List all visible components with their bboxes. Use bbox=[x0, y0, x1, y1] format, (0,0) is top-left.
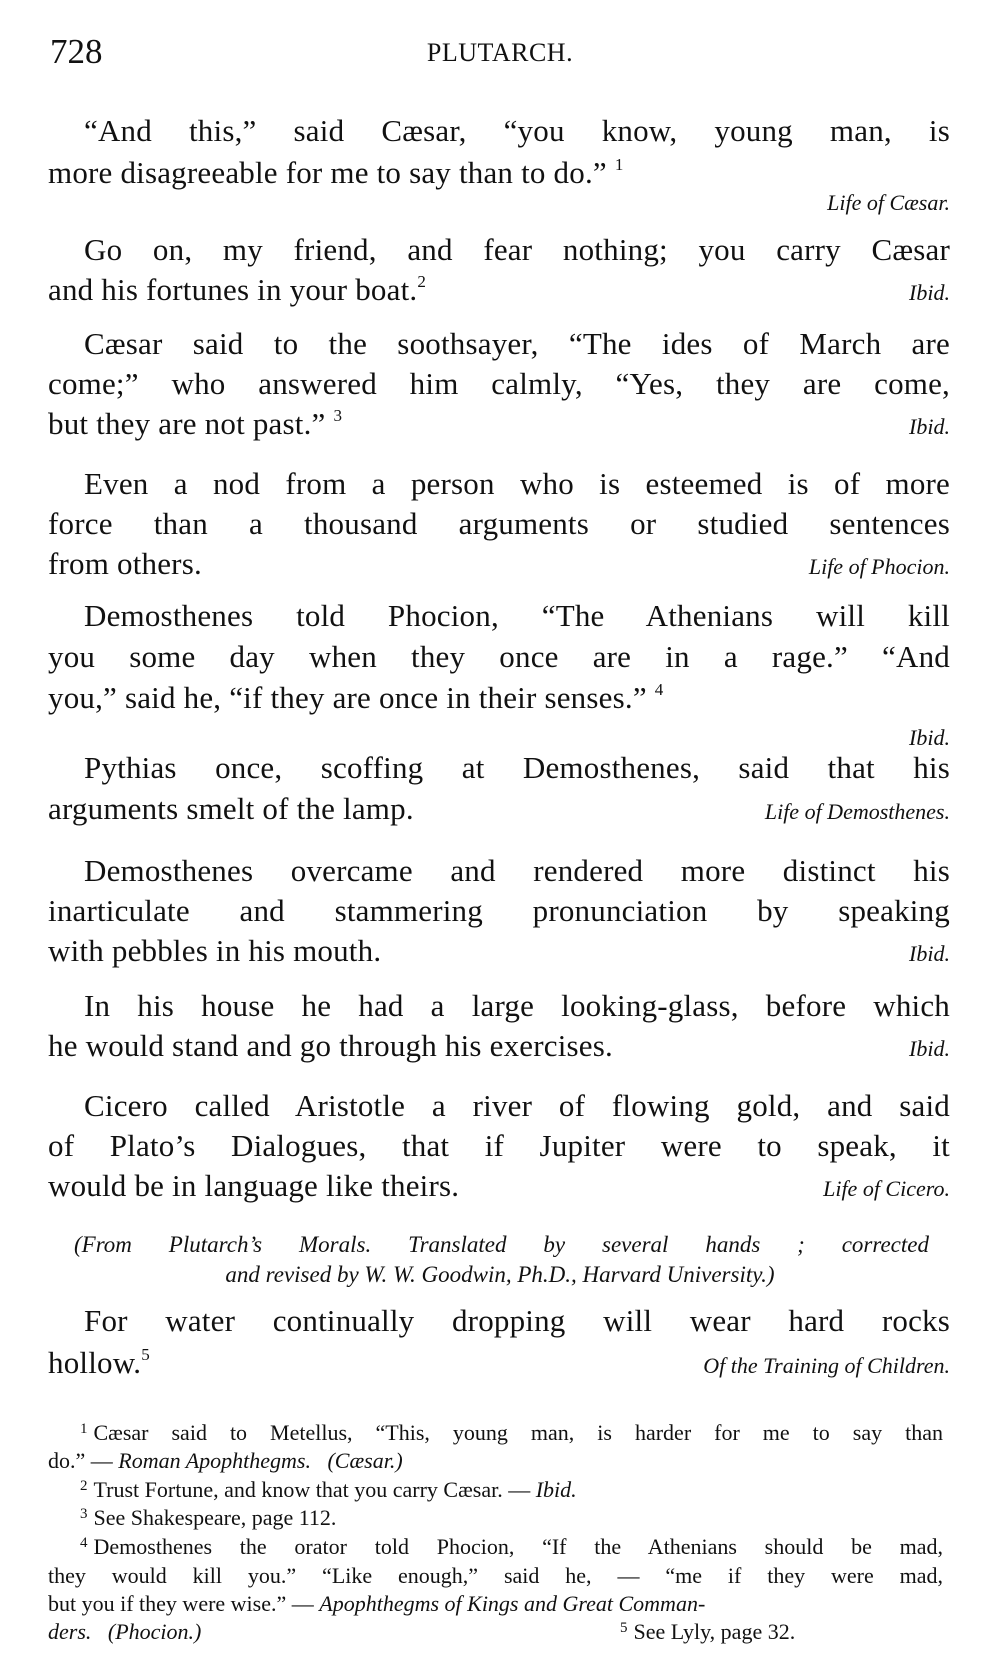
footnote-2 bbox=[80, 1479, 943, 1501]
quote-line: Demosthenes told Phocion, “The Athenians will kill bbox=[84, 598, 950, 633]
quote-line: from others. bbox=[48, 546, 202, 581]
footnote-number: 1 bbox=[80, 1421, 88, 1437]
footnote-number: 2 bbox=[80, 1478, 88, 1494]
quote-source: Life of Cæsar. bbox=[827, 190, 950, 215]
footnote-text: but you if they were wise.” — bbox=[48, 1591, 320, 1616]
footnote-text: Trust Fortune, and know that you carry Cæsar. — bbox=[93, 1477, 536, 1502]
quote-text: but they are not past.” bbox=[48, 406, 326, 441]
quote-text: hollow. bbox=[48, 1345, 142, 1380]
footnote-citation: ders. bbox=[48, 1619, 92, 1644]
quote-line: of Plato’s Dialogues, that if Jupiter were to speak, it bbox=[48, 1128, 950, 1163]
footnote-number: 3 bbox=[80, 1506, 88, 1522]
quote-line bbox=[48, 274, 950, 305]
quote-source: Of the Training of Children. bbox=[703, 1353, 950, 1378]
quote-source: Ibid. bbox=[909, 941, 950, 966]
quote-line: Cæsar said to the soothsayer, “The ides of March are bbox=[84, 326, 950, 361]
footnote-5 bbox=[620, 1621, 795, 1643]
footnote-citation: Apophthegms of Kings and Great Comman- bbox=[319, 1591, 706, 1616]
running-title: PLUTARCH. bbox=[426, 38, 574, 67]
quote-source: Ibid. bbox=[909, 1036, 950, 1061]
quote-line: Go on, my friend, and fear nothing; you carry Cæsar bbox=[84, 232, 950, 267]
quote-line bbox=[48, 157, 950, 188]
footnote-4 bbox=[80, 1536, 943, 1558]
footnote-citation: (Phocion.) bbox=[107, 1619, 202, 1644]
quote-line: with pebbles in his mouth. bbox=[48, 933, 382, 968]
footnote-1 bbox=[80, 1422, 943, 1444]
footnote-citation: (Cæsar.) bbox=[327, 1448, 403, 1473]
quote-line: For water continually dropping will wear hard rocks bbox=[84, 1303, 950, 1338]
quote-line: inarticulate and stammering pronunciation by speaking bbox=[48, 893, 950, 928]
quote-source: Life of Cicero. bbox=[823, 1176, 950, 1201]
quote-source: Ibid. bbox=[909, 280, 950, 305]
quote-line: you some day when they once are in a rage.” “And bbox=[48, 639, 950, 674]
footnote-text: See Lyly, page 32. bbox=[633, 1619, 796, 1644]
quote-line: arguments smelt of the lamp. bbox=[48, 791, 414, 826]
footnote-ref: 3 bbox=[333, 406, 343, 426]
translation-credit-line: (From Plutarch’s Morals. Translated by several hands ; corrected bbox=[74, 1232, 929, 1257]
footnote-number: 5 bbox=[620, 1620, 628, 1636]
quote-line: Cicero called Aristotle a river of flowing gold, and said bbox=[84, 1088, 950, 1123]
footnote-citation: Ibid. bbox=[535, 1477, 577, 1502]
quote-text: you,” said he, “if they are once in their senses.” bbox=[48, 680, 647, 715]
quote-line: Pythias once, scoffing at Demosthenes, said that his bbox=[84, 750, 950, 785]
quote-source: Ibid. bbox=[909, 414, 950, 439]
quote-line: he would stand and go through his exercises. bbox=[48, 1028, 613, 1063]
footnote-1-cont bbox=[48, 1450, 943, 1472]
footnote-text: See Shakespeare, page 112. bbox=[93, 1505, 337, 1530]
footnote-ref: 1 bbox=[614, 155, 624, 175]
quote-source: Ibid. bbox=[909, 725, 950, 750]
page-number: 728 bbox=[50, 32, 103, 71]
quote-text: and his fortunes in your boat. bbox=[48, 272, 418, 307]
quote-text: more disagreeable for me to say than to do.” bbox=[48, 155, 607, 190]
quote-line: In his house he had a large looking-glass, before which bbox=[84, 988, 950, 1023]
quote-line: come;” who answered him calmly, “Yes, they are come, bbox=[48, 366, 950, 401]
quote-line: Demosthenes overcame and rendered more distinct his bbox=[84, 853, 950, 888]
footnote-4-cont: they would kill you.” “Like enough,” said he, — “me if they were mad, bbox=[48, 1563, 943, 1588]
quote-line: “And this,” said Cæsar, “you know, young man, is bbox=[84, 113, 950, 148]
quote-line: would be in language like theirs. bbox=[48, 1168, 460, 1203]
footnote-4-cont bbox=[48, 1621, 943, 1643]
footnote-number: 4 bbox=[80, 1535, 88, 1551]
footnote-4-cont bbox=[48, 1593, 943, 1615]
footnote-text: do.” — bbox=[48, 1448, 119, 1473]
footnote-ref: 5 bbox=[141, 1345, 150, 1365]
quote-line bbox=[48, 408, 950, 439]
quote-line: force than a thousand arguments or studied sentences bbox=[48, 506, 950, 541]
footnote-ref: 4 bbox=[654, 680, 664, 700]
quote-source: Life of Phocion. bbox=[808, 554, 950, 579]
footnote-citation: Roman Apophthegms. bbox=[118, 1448, 311, 1473]
footnote-text: Cæsar said to Metellus, “This, young man, is harder for me to say than bbox=[93, 1420, 943, 1445]
footnote-ref: 2 bbox=[417, 272, 427, 292]
footnote-text: Demosthenes the orator told Phocion, “If the Athenians should be mad, bbox=[93, 1534, 943, 1559]
quote-source: Life of Demosthenes. bbox=[764, 799, 950, 824]
quote-line bbox=[48, 682, 950, 713]
footnote-3 bbox=[80, 1507, 943, 1529]
quote-line: Even a nod from a person who is esteemed is of more bbox=[84, 466, 950, 501]
translation-credit-line: and revised by W. W. Goodwin, Ph.D., Harvard University.) bbox=[225, 1262, 775, 1287]
